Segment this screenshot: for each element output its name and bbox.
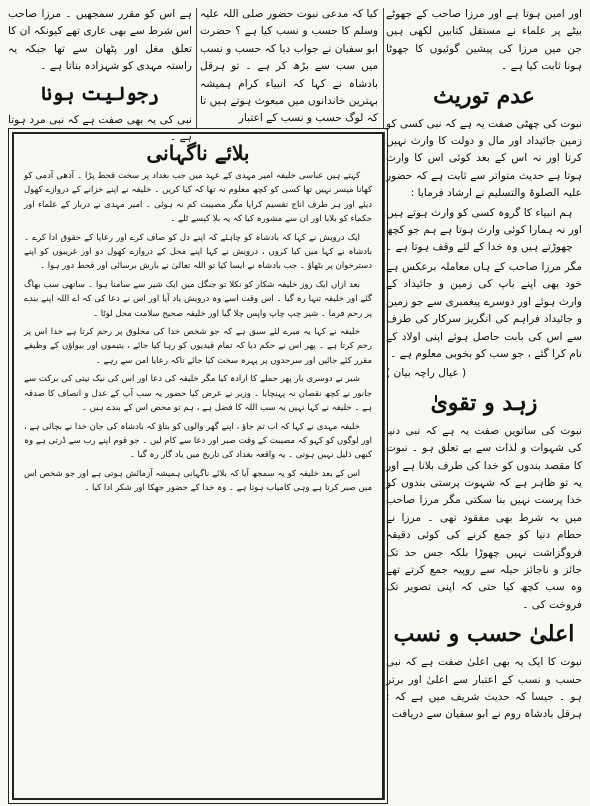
heading-ala-hasab-nasab: اعلیٰ حسب و نسب [393, 621, 575, 648]
story-paragraph: خلیفہ مہدی نے کہا کہ اب تم جاؤ ، اپنے گھر والوں کو بتاؤ کہ بادشاہ کی جان خدا نے بچائی ہے ، اور لوگوں کو کہو کہ مصیبت کے وقت صبر اور دعا سے کام لیں ۔ جو قوم اپنے رب سے ڈرتی ہے وہ کبھی ذلیل نہیں ہوتی ۔ یہ واقعہ بغداد کی تاریخ میں یاد گار رہ گیا ۔ [24, 421, 372, 461]
story-paragraph: اس کے بعد خلیفہ کو یہ سمجھ آیا کہ بلائے ناگہانی ہمیشہ آزمائش ہوتی ہے اور جو شخص اس میں صبر کرتا ہے وہی کامیاب ہوتا ہے ۔ وہ خدا کے حضور جھکا اور شکر ادا کیا ۔ [24, 468, 372, 494]
story-paragraph: کہتے ہیں عباسی خلیفہ امیر مہدی کے عہد میں جب بغداد پر سخت قحط پڑا ۔ آدھی آدمی کو کھانا میسر نہیں تھا کسی کو کچھ معلوم نہ تھا کہ کیا کریں ۔ خلیفہ نے اپنے خزانے کے دروازے کھول دیئے اور ہر طرف اناج تقسیم کرایا مگر مصیبت کم نہ ہوئی ۔ امیر مہدی نے دربار کے علماء اور حکماء کو بلایا اور ان سے مشورہ کیا کہ یہ بلا کیسے ٹلے ۔ [24, 171, 372, 225]
heading-zuhd-taqwa: زہد و تقویٰ [430, 389, 538, 416]
reference: ( عیال راچہ بیان ) [386, 367, 467, 380]
story-box [12, 132, 384, 800]
column-divider [384, 132, 385, 800]
section-paragraph: نبوت کی ساتویں صفت یہ ہے کہ نبی دنیا کی شہوات و لذات سے بے تعلق ہو ۔ نبوت کا مقصد بندوں کو خدا کی طرف بلانا ہے اور یہ تو ظاہر ہے کہ شہوت پرستی بندوں کو خدا پرست نہیں بنا سکتی مگر مرزا صاحب میں یہ شرط بھی مفقود تھی ۔ مرزا نے حطام دنیا کو جمع کرنے کی کوئی دقیقہ فروگزاشت نہیں چھوڑا بلکہ جس حد تک جائز و ناجائز حیلہ سے روپیہ جمع کرتے تھے وہ سب کچھ کیا حتی کہ اپنی تصویر تک فروخت کی ۔ [386, 424, 582, 611]
section-paragraph: نبوت کی چھٹی صفت یہ ہے کہ نبی کسی کو زمین جائیداد اور مال و دولت کا وارث نہیں کرتا اور نہ اس کے بعد کوئی اس کا وارث ہوتا ہے حدیث متواتر سے ثابت ہے کہ حضور علیہ الصلوۃ والتسلیم نے ارشاد فرمایا : [386, 117, 582, 200]
heading-adam-tauris: عدم توریث [433, 82, 535, 109]
story-paragraph: شیر نے دوسری بار پھر حملے کا ارادہ کیا مگر خلیفہ کی دعا اور اس کی نیک نیتی کی برکت سے جانور نے کچھ نقصان نہ پہنچایا ۔ وزیر نے عرض کیا حضور یہ سب آپ کے عدل و انصاف کا صدقہ ہے ۔ خلیفہ نے کہا نہیں یہ سب اللہ کا فضل ہے ، ہم تو محض اس کے بندے ہیں ۔ [24, 374, 372, 414]
column-divider [196, 8, 197, 128]
right-column [386, 6, 582, 726]
story-paragraph: بعد ازاں ایک روز خلیفہ شکار کو نکلا تو جنگل میں ایک شیر سے سامنا ہوا ۔ ساتھی سب بھاگ گئے اور خلیفہ تنہا رہ گیا ۔ اس وقت اسے وہ درویش یاد آیا اور اس نے دعا کی کہ اے اللہ اپنے بندے پر رحم فرما ۔ شیر چپ چاپ واپس چلا گیا اور خلیفہ صحیح سلامت محل لوٹا ۔ [24, 279, 372, 319]
story-paragraph: خلیفہ نے کہا یہ میرے لئے سبق ہے کہ جو شخص خدا کی مخلوق پر رحم کرتا ہے خدا اس پر رحم کرتا ہے ۔ پھر اس نے حکم دیا کہ تمام قیدیوں کو رہا کیا جائے ، یتیموں اور بیواؤں کے وظیفے مقرر کئے جائیں اور سرحدوں پر پہرہ سخت کیا جائے تاکہ رعایا امن سے رہے ۔ [24, 327, 372, 366]
section-paragraph: نبوت کا ایک یہ بھی اعلیٰ صفت ہے کہ نبی حسب و نسب کے اعتبار سے اعلیٰ اور برتر ہو ۔ جیسا کہ حدیث شریف میں ہے کہ : ہرقل بادشاہ روم نے ابو سفیان سے دریافت [386, 656, 582, 721]
left-column [8, 6, 192, 148]
left-paragraph-after: نبی کی یہ بھی صفت ہے کہ نبی مرد ہوتا ہے ۔ [8, 113, 192, 144]
middle-paragraph: کیا کہ مدعی نبوت حضور صلی اللہ علیہ وسلم کا حسب و نسب کیا ہے ؟ حضرت ابو سفیان نے جواب دیا کہ حسب و نسب میں سب سے بڑھ کر ہے ۔ تو ہرقل بادشاہ نے کہا کہ انبیاء کرام ہمیشہ بہترین خاندانوں میں مبعوث ہوتے ہیں تا کہ لوگ حسب و نسب کے اعتبار [200, 8, 378, 125]
right-intro: اور امین ہوتا ہے اور مرزا صاحب کے جھوٹے بیٹے پر علماء نے مستقل کتابیں لکھی ہیں جن میں مرزا کی پیشین گوئیوں کا جھوٹا ہونا ثابت کیا ہے ۔ [386, 8, 582, 73]
hadith-quote: ہم انبیاء کا گروہ کسی کو وارث ہوتے ہیں اور نہ ہمارا کوئی وارث ہوتا ہے ہم جو کچھ چھوڑتے ہیں وہ خدا کے لئے وقف ہوتا ہے ۔ [386, 206, 582, 254]
heading-rajuliyat: رجولیت ہونا [41, 82, 159, 105]
left-paragraph: ہے اس کو مقرر سمجھیں ۔ مرزا صاحب اس شرط سے بھی عاری تھے کیونکہ ان کا تعلق مغل اور پٹھان سے تھا جبکہ یہ راستہ مہدی کو شہزادہ بناتا ہے ۔ [8, 8, 192, 73]
section-paragraph: مگر مرزا صاحب کے ہاں معاملہ برعکس ہے خود بھی اپنے باپ کی زمین و جائیداد کے وارث ہوئے اور دوسرے پیغمبری سے جو زمین و جائیداد فراہم کی انگریز سرکار کی طرف سے اس کی بابت حاصل ہوئے اپنی اولاد کے نام کرا گئے ، جو سب کو بخوبی معلوم ہے ۔ [386, 260, 582, 360]
story-title: بلائے ناگہانی [146, 141, 250, 165]
story-paragraph: ایک درویش نے کہا کہ بادشاہ کو چاہئے کہ اپنے دل کو صاف کرے اور رعایا کے حقوق ادا کرے ۔ بادشاہ نے کہا میں کیا کروں ، درویش نے کہا اپنے محل کے دروازے کھول دو اور غریبوں کو اپنے دسترخوان پر بٹھاؤ ۔ جب بادشاہ نے ایسا کیا تو اللہ تعالیٰ نے بارش برسائی اور قحط دور ہوا ۔ [24, 232, 372, 272]
middle-column [200, 6, 378, 130]
column-divider [383, 8, 384, 128]
